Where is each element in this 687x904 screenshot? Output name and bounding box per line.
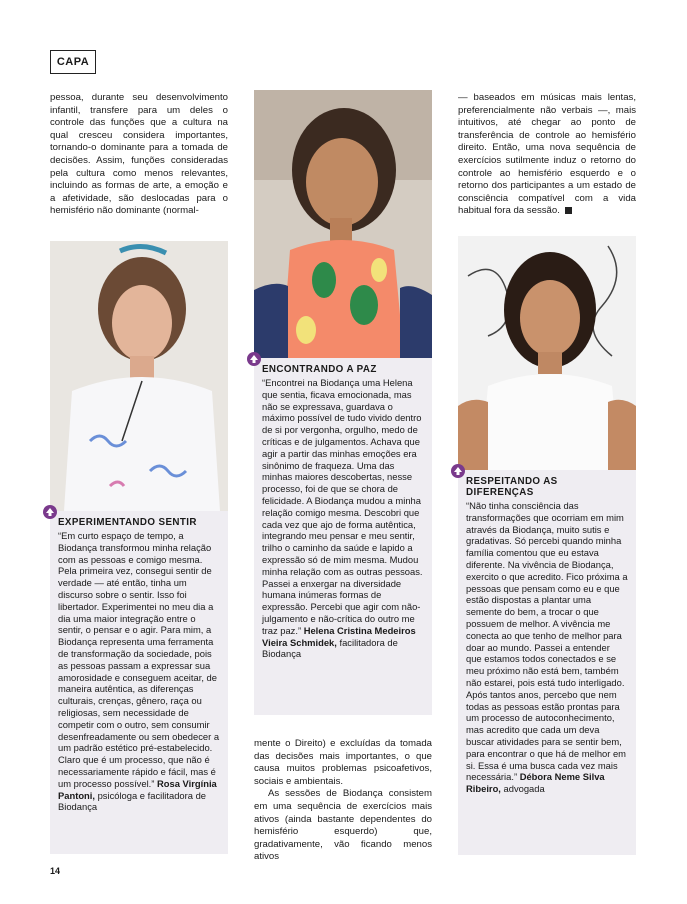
photo-helena — [254, 90, 432, 358]
section-tag: CAPA — [50, 50, 96, 74]
arrow-up-icon — [247, 352, 261, 366]
caption-quote — [466, 500, 628, 795]
column2-text-p2: As sessões de Biodança consistem em uma sequência de exercícios mais ativos (ainda bastante dependentes do hemisfério esquerdo) que, gradativamente, vão ficando menos ativos — [254, 788, 432, 863]
column3-text — [458, 92, 636, 218]
author-role: advogada — [500, 783, 545, 795]
quote-text: “Em curto espaço de tempo, a Biodança transformou minha relação com as pessoas e comigo mesma. Pela primeira vez, consegui sentir de verdade — até então, tinha um discurso sobre o sentir. Isso foi libertador. Experimentei no meu dia a dia uma maior integração entre o sentir, o pensar e o agir. Para mim, a Biodança representa uma ferramenta de transformação da sociedade, pois as pessoas passam a expressar sua amorosidade e conseguem aceitar, de maneira autêntica, as diferenças culturais, crenças, gênero, raça ou religiosas, sem necessidade de competir com o outro, sem consumir desenfreadamente ou sem obedecer a um padrão estético pré-estabelecido. Claro que é um processo, que não é necessariamente rápido e fácil, mas é um processo possível.” — [58, 530, 220, 789]
author-name: Helena Cristina Medeiros Vieira Schmidek, — [262, 624, 416, 648]
column2-text — [254, 738, 432, 864]
author-name: Débora Neme Silva Ribeiro, — [466, 771, 605, 795]
column2-text-p1: mente o Direito) e excluídas da tomada das decisões mais importantes, o que causa muitos problemas psicoafetivos, sociais e ambientais. — [254, 738, 432, 787]
arrow-up-icon — [451, 464, 465, 478]
quote-text: “Não tinha consciência das transformações que ocorriam em mim através da Biodança, muito sutis e gradativas. Só percebi quando minha família comentou que eu estava diferente. Na vivência de Biodança, exercito o que acredito. Fico próxima a pessoas que pensam como eu e que estão dispostas a plantar uma semente do bem, a trocar o que possuem de melhor. A vivência me conecta ao que tenho de melhor para doar ao mundo. Passei a entender que estamos todos conectados e se meu próximo não está bem, também não estarei, pois está tudo interligado. Após tantos anos, percebo que nem todas as pessoas estão prontas para um processo de autoconhecimento, mas acredito que cada um deva buscar atividades para se sentir bem, para encontrar o que há de melhor em si. Essa é uma busca cada vez mais necessária.” — [466, 500, 628, 783]
caption-quote — [262, 377, 424, 660]
arrow-up-icon — [43, 505, 57, 519]
caption-debora — [458, 470, 636, 855]
caption-title: RESPEITANDO AS DIFERENÇAS — [466, 476, 558, 498]
column3-text-body: — baseados em músicas mais lentas, preferencialmente não verbais —, mais intuitivos, até chegar ao ponto de transferência de controle ao hemisfério direito. Então, uma nova sequência de exercícios sutilmente induz o retorno do controle ao hemisfério esquerdo e o retorno dos participantes a um estado de consciência compatível com a vida habitual fora da sessão. — [458, 92, 636, 217]
caption-title: ENCONTRANDO A PAZ — [262, 364, 377, 375]
page-number: 14 — [50, 866, 61, 876]
author-role: facilitadora de Biodança — [262, 636, 398, 660]
quote-text: “Encontrei na Biodança uma Helena que sentia, ficava emocionada, mas não se expressava, guardava o máximo possível de tudo vivido dentro de si por vergonha, orgulho, medo de críticas e de julgamentos. Achava que agir a partir das minhas emoções era sinônimo de fraqueza. Uma das minhas maiores descobertas, nesse processo, foi de que se chora de felicidade. A Biodança mudou a minha relação comigo mesma. Descobri que cada vez que ajo de forma autêntica, integrando meu pensar e meu sentir, trilho o caminho da saúde e lapido a expressão só de mim mesma. Mudou minha relação com as outras pessoas. Passei a enxergar na diversidade humana inúmeras formas de expressão. Percebi que agir com não-julgamento e não-crítica do outro me traz paz.” — [262, 377, 423, 636]
author-role: psicóloga e facilitadora de Biodança — [58, 789, 206, 813]
author-name: Rosa Virgínia Pantoni, — [58, 777, 217, 801]
caption-rosa — [50, 511, 228, 854]
column1-text: pessoa, durante seu desenvolvimento infantil, transfere para um deles o controle das funções que a cultura na qual cresceu considera importantes, tornando-o dominante para a tomada de decisões. Assim, funções consideradas pela cultura como menos relevantes, incluindo as formas de arte, a emoção e a afetividade, são deslocadas para o hemisfério não dominante (normal- — [50, 92, 228, 217]
photo-debora — [458, 236, 636, 470]
end-mark-icon — [565, 207, 572, 214]
caption-title: EXPERIMENTANDO SENTIR — [58, 517, 197, 528]
caption-quote — [58, 530, 220, 813]
photo-rosa — [50, 241, 228, 511]
caption-helena — [254, 358, 432, 715]
